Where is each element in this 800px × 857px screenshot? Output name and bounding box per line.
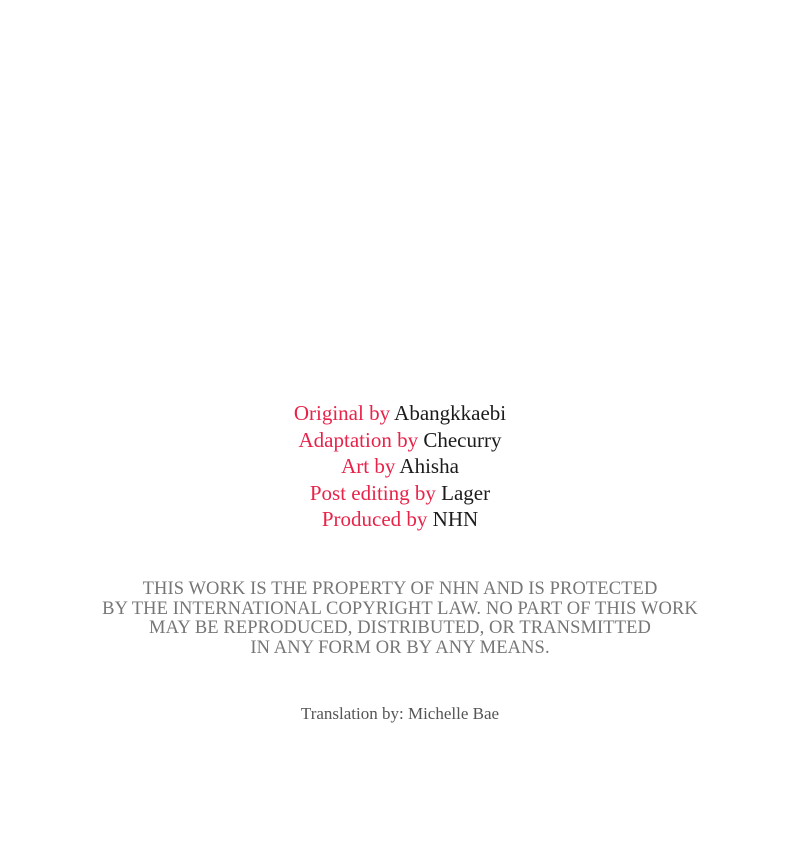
credit-role: Adaptation by	[298, 427, 419, 452]
translation-credit: Translation by: Michelle Bae	[300, 704, 500, 723]
credit-name: NHN	[432, 507, 479, 531]
credit-name: Ahisha	[399, 454, 459, 478]
credit-role: Produced by	[321, 507, 428, 531]
credit-name: Abangkkaebi	[394, 401, 507, 425]
copyright-line: MAY BE REPRODUCED, DISTRIBUTED, OR TRANSMITTED	[149, 618, 651, 638]
credit-name: Lager	[441, 480, 491, 505]
credit-row	[0, 480, 800, 507]
credit-role: Original by	[293, 401, 391, 425]
credit-row	[0, 453, 800, 480]
credit-row	[0, 400, 800, 427]
credit-row	[0, 506, 800, 533]
credit-role: Post editing by	[309, 480, 436, 505]
copyright-line: IN ANY FORM OR BY ANY MEANS.	[250, 637, 550, 658]
credit-role: Art by	[341, 454, 396, 478]
credits-block	[0, 400, 800, 533]
copyright-notice	[0, 580, 800, 658]
copyright-line: BY THE INTERNATIONAL COPYRIGHT LAW. NO PART OF THIS WORK	[102, 598, 698, 619]
copyright-line: THIS WORK IS THE PROPERTY OF NHN AND IS PROTECTED	[142, 579, 658, 599]
credit-row	[0, 427, 800, 454]
credit-name: Checurry	[423, 427, 502, 452]
